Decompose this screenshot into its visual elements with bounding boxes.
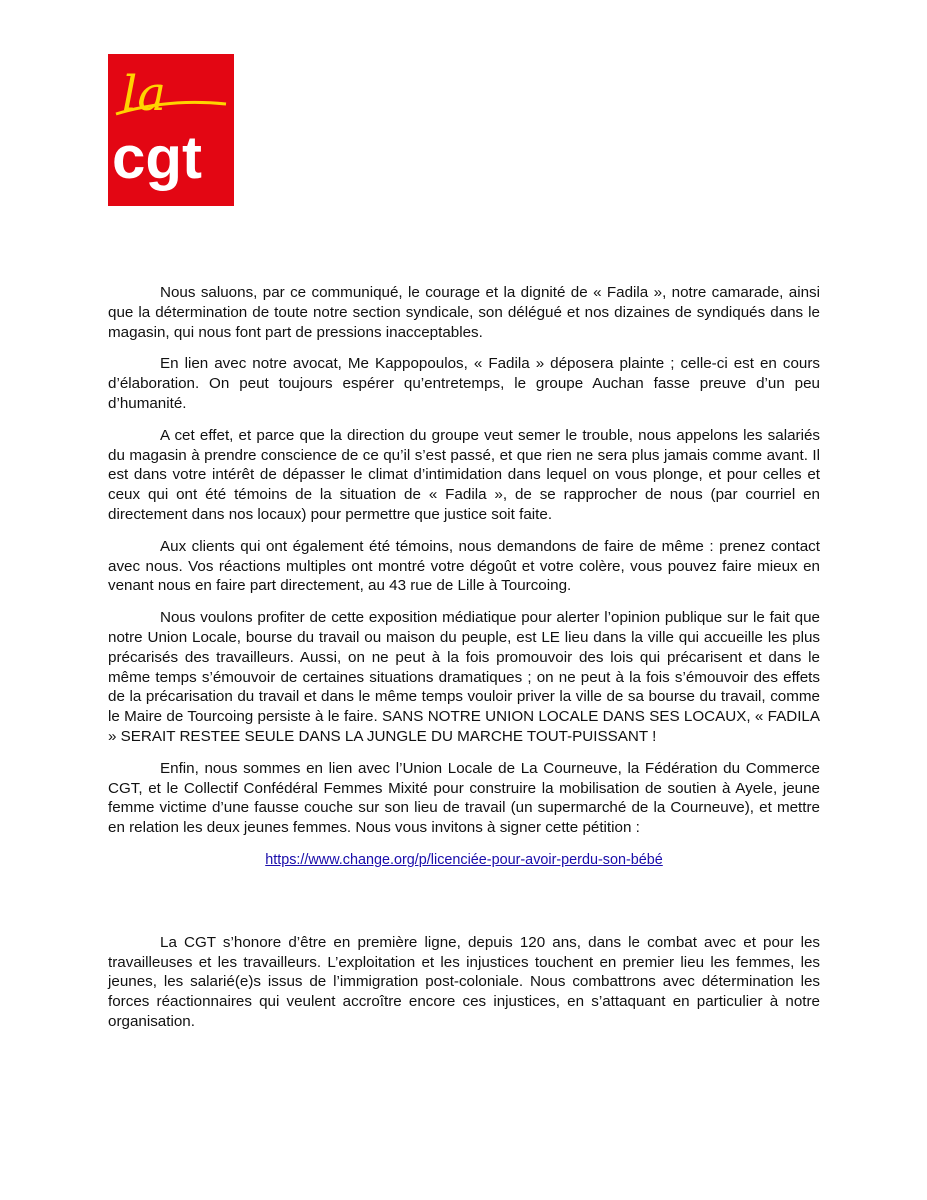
paragraph-6: Enfin, nous sommes en lien avec l’Union Locale de La Courneuve, la Fédération du Commerce CGT, et le Collectif Confédéral Femmes Mixité pour construire la mobilisation de soutien à Ayele, jeune femme victime d’une fausse couche sur son lieu de travail (un supermarché de la Courneuve), et mettre en relation les deux jeunes femmes. Nous vous invitons à signer cette pétition : bbox=[108, 759, 820, 837]
letter-body bbox=[108, 283, 820, 1044]
logo-la-text: la bbox=[122, 66, 166, 122]
logo-cgt-text: cgt bbox=[112, 124, 202, 191]
paragraph-2: En lien avec notre avocat, Me Kappopoulos, « Fadila » déposera plainte ; celle-ci est en cours d’élaboration. On peut toujours espérer qu’entretemps, le groupe Auchan fasse preuve d’un peu d’humanité. bbox=[108, 355, 820, 412]
petition-link[interactable]: https://www.change.org/p/licenciée-pour-avoir-perdu-son-bébé bbox=[265, 851, 663, 868]
paragraph-3: A cet effet, et parce que la direction du groupe veut semer le trouble, nous appelons les salariés du magasin à prendre conscience de ce qu’il s’est passé, et que rien ne sera plus jamais comme avant. Il est dans votre intérêt de dépasser le climat d’intimidation dans lequel on vous plonge, et pour celles et ceux qui ont été témoins de la situation de « Fadila », de se rapprocher de nous (par courriel en directement dans nos locaux) pour permettre que justice soit faite. bbox=[108, 426, 820, 523]
paragraph-4: Aux clients qui ont également été témoins, nous demandons de faire de même : prenez contact avec nous. Vos réactions multiples ont montré votre dégoût et votre colère, vous pouvez faire mieux en venant nous en faire part directement, au 43 rue de Lille à Tourcoing. bbox=[108, 537, 820, 595]
closing-paragraph: La CGT s’honore d’être en première ligne, depuis 120 ans, dans le combat avec et pour les travailleuses et les travailleurs. L’exploitation et les injustices touchent en premier lieu les femmes, les jeunes, les salarié(e)s issus de l’immigration post-coloniale. Nous combattrons avec détermination les forces réactionnaires qui veulent accroître encore ces injustices, en s’attaquant en particulier à notre organisation. bbox=[108, 933, 820, 1030]
cgt-logo-graphic bbox=[108, 54, 234, 206]
cgt-logo bbox=[108, 54, 234, 206]
petition-link-line bbox=[108, 850, 820, 871]
paragraph-1: Nous saluons, par ce communiqué, le courage et la dignité de « Fadila », notre camarade, ainsi que la détermination de toute notre section syndicale, son délégué et nos dizaines de syndiqués dans le magasin, qui nous font part de pressions inacceptables. bbox=[108, 284, 820, 341]
paragraph-5: Nous voulons profiter de cette exposition médiatique pour alerter l’opinion publique sur le fait que notre Union Locale, bourse du travail ou maison du peuple, est LE lieu dans la ville qui accueille les plus précarisés des travailleurs. Aussi, on ne peut à la fois promouvoir des lois qui précarisent et dans le même temps s’émouvoir de certaines situations dramatiques ; on ne peut à la fois s’émouvoir des effets de la précarisation du travail et dans le même temps vouloir priver la ville de sa bourse du travail, comme le Maire de Tourcoing persiste à le faire. SANS NOTRE UNION LOCALE DANS SES LOCAUX, « FADILA » SERAIT RESTEE SEULE DANS LA JUNGLE DU MARCHE TOUT-PUISSANT ! bbox=[108, 609, 820, 745]
